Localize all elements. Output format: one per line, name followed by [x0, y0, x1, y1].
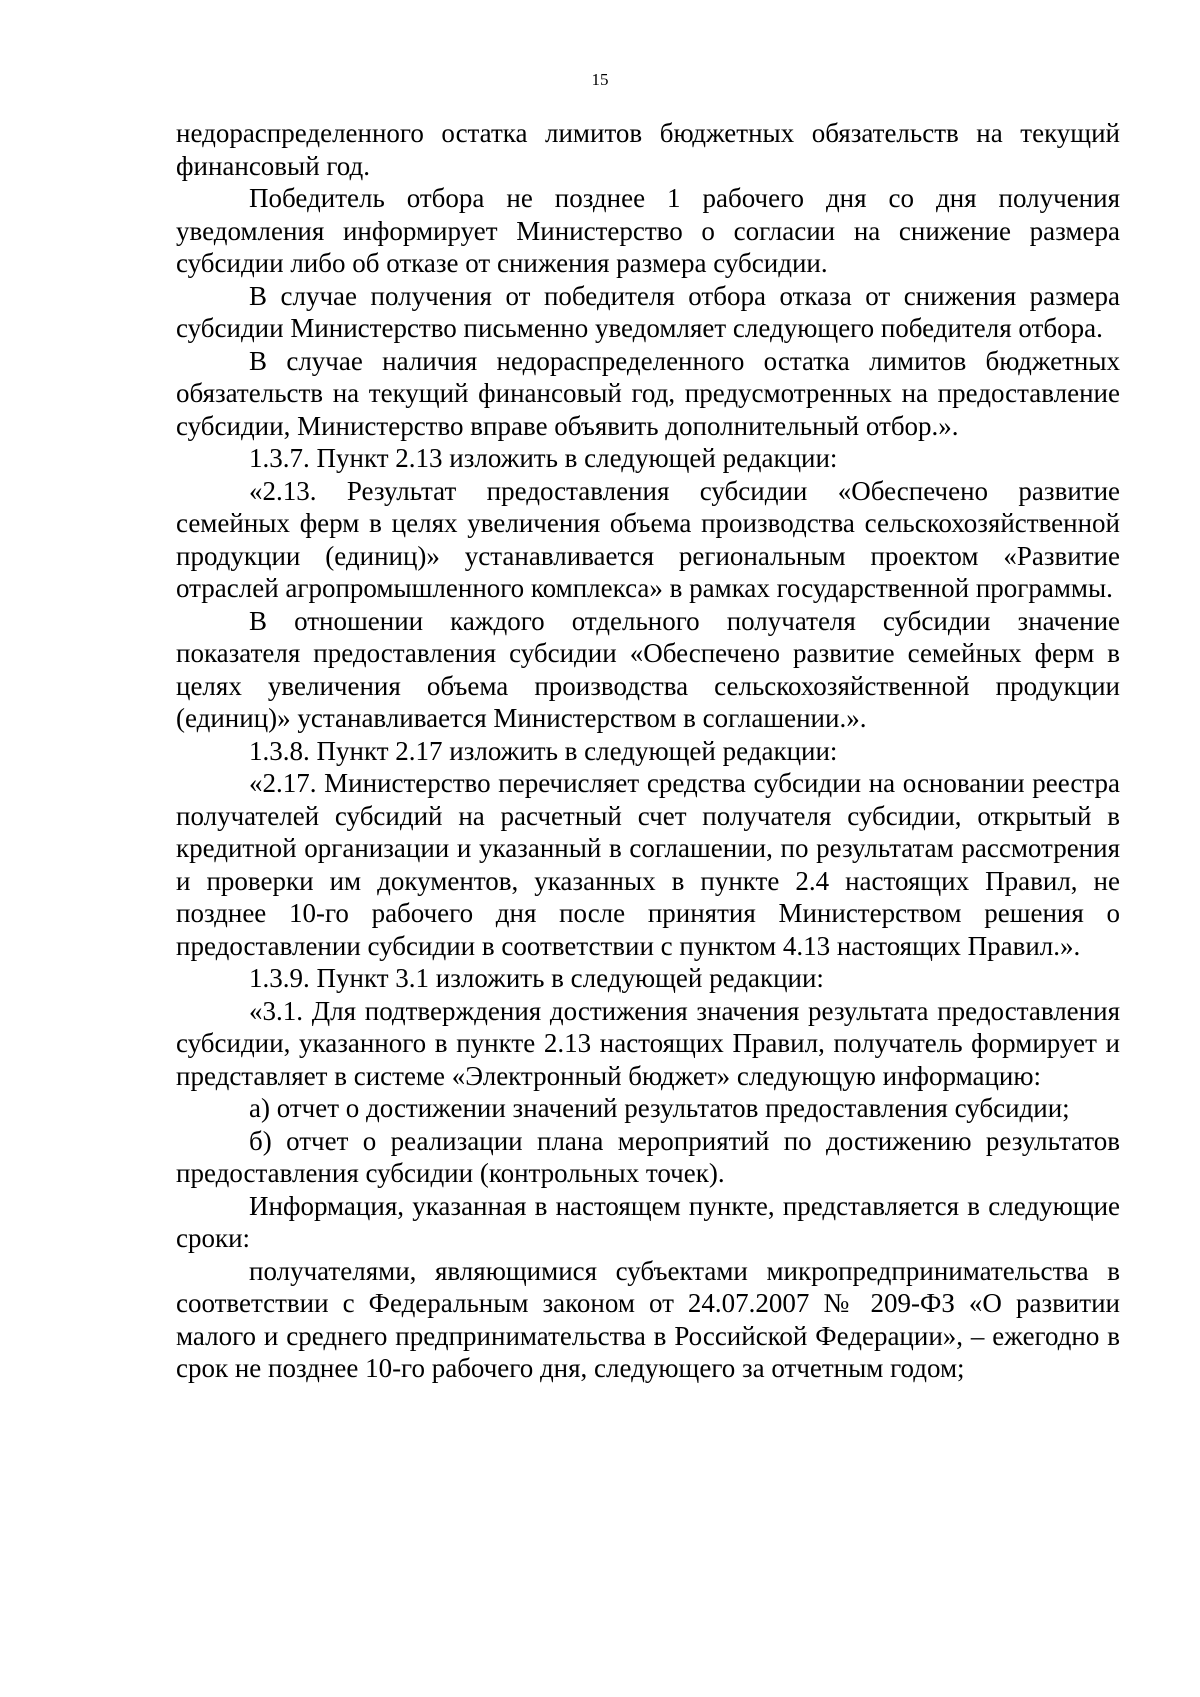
paragraph-amendment-1-3-8: 1.3.8. Пункт 2.17 изложить в следующей редакции:: [249, 735, 838, 766]
paragraph-indicator-value: В отношении каждого отдельного получателя субсидии значение показателя предоставления субсидии «Обеспечено развитие семейных ферм в целях увеличения объема производства сельскохозяйственной продукции (единиц)» устанавливается Министерством в соглашении.».: [176, 605, 1120, 733]
list-item-a: а) отчет о достижении значений результатов предоставления субсидии;: [249, 1093, 1070, 1123]
paragraph-clause-2-17: «2.17. Министерство перечисляет средства субсидии на основании реестра получателей субсидий на расчетный счет получателя субсидии, открытый в кредитной организации и указанный в соглашении, по результатам рассмотрения и проверки им документов, указанных в пункте 2.4 настоящих Правил, не позднее 10-го рабочего дня после принятия Министерством решения о предоставлении субсидии в соответствии с пунктом 4.13 настоящих Правил.».: [176, 768, 1120, 961]
paragraph-clause-3-1: «3.1. Для подтверждения достижения значения результата предоставления субсидии, указанного в пункте 2.13 настоящих Правил, получатель формирует и представляет в системе «Электронный бюджет» следующую информацию:: [176, 995, 1120, 1091]
paragraph-micro-enterprises: получателями, являющимися субъектами микропредпринимательства в соответствии с Федеральным законом от 24.07.2007 № 209-ФЗ «О развитии малого и среднего предпринимательства в Российской Федерации», – ежегодно в срок не позднее 10-го рабочего дня, следующего за отчетным годом;: [176, 1255, 1120, 1383]
paragraph-amendment-1-3-9: 1.3.9. Пункт 3.1 изложить в следующей редакции:: [249, 963, 824, 993]
paragraph-clause-2-13: «2.13. Результат предоставления субсидии «Обеспечено развитие семейных ферм в целях увеличения объема производства сельскохозяйственной продукции (единиц)» устанавливается региональным проектом «Развитие отраслей агропромышленного комплекса» в рамках государственной программы.: [176, 475, 1120, 603]
paragraph-refusal: В случае получения от победителя отбора отказа от снижения размера субсидии Министерство письменно уведомляет следующего победителя отбора.: [176, 280, 1120, 343]
document-body: [176, 117, 1120, 1385]
list-item-b: б) отчет о реализации плана мероприятий по достижению результатов предоставления субсидии (контрольных точек).: [176, 1125, 1120, 1188]
page-number: 15: [591, 70, 609, 89]
paragraph-additional-selection: В случае наличия недораспределенного остатка лимитов бюджетных обязательств на текущий финансовый год, предусмотренных на предоставление субсидии, Министерство вправе объявить дополнительный отбор.».: [176, 345, 1120, 441]
paragraph-continuation: недораспределенного остатка лимитов бюджетных обязательств на текущий финансовый год.: [176, 118, 1120, 181]
paragraph-deadlines: Информация, указанная в настоящем пункте, представляется в следующие сроки:: [176, 1190, 1120, 1253]
paragraph-amendment-1-3-7: 1.3.7. Пункт 2.13 изложить в следующей редакции:: [249, 443, 838, 473]
paragraph-winner-response: Победитель отбора не позднее 1 рабочего дня со дня получения уведомления информирует Министерство о согласии на снижение размера субсидии либо об отказе от снижения размера субсидии.: [176, 183, 1120, 278]
